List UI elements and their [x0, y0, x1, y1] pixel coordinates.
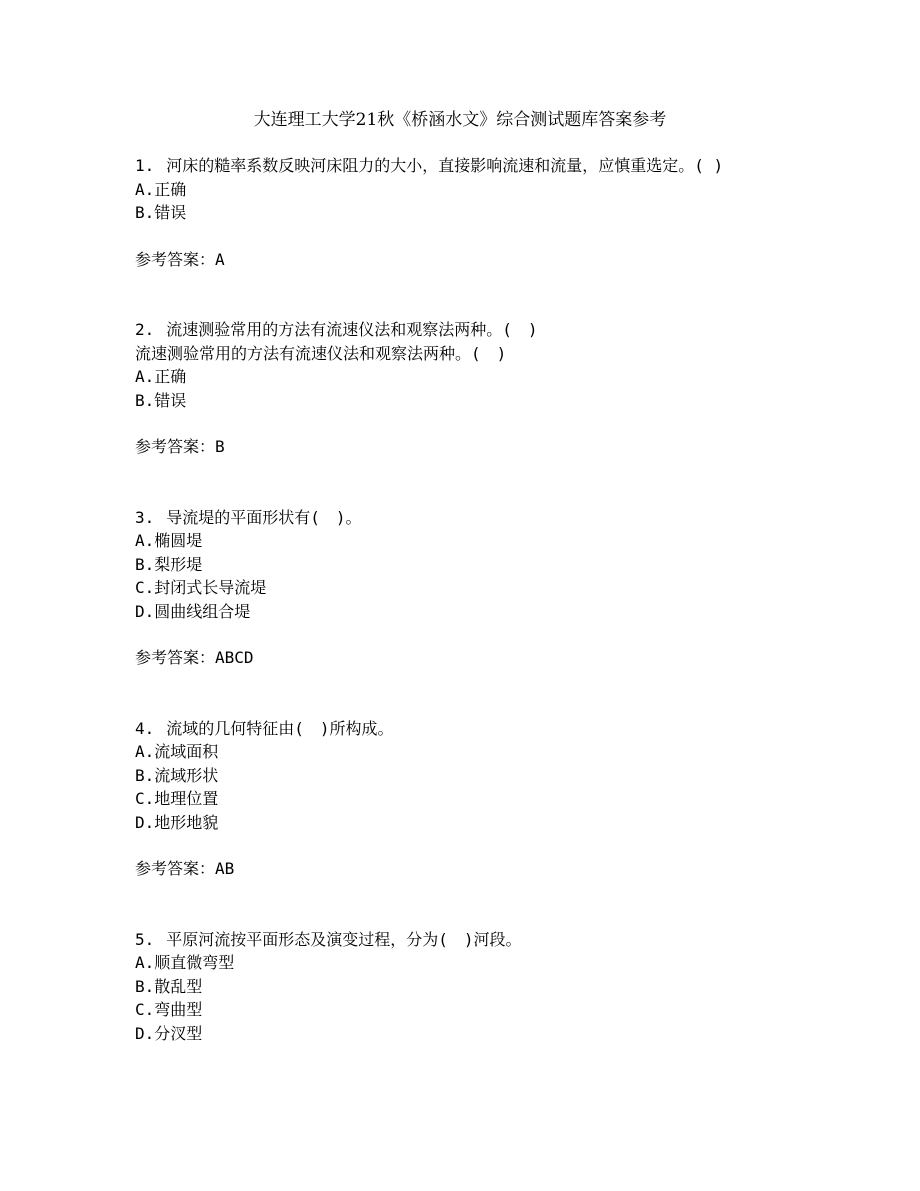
- question-2: [135, 318, 795, 459]
- question-stem: [135, 506, 795, 530]
- option-a: A.流域面积: [135, 742, 219, 761]
- question-text: 流速测验常用的方法有流速仪法和观察法两种。( ): [166, 320, 538, 339]
- question-text: 平原河流按平面形态及演变过程，分为( )河段。: [166, 929, 522, 949]
- option-a: A.椭圆堤: [135, 531, 203, 550]
- question-text: 导流堤的平面形状有( )。: [166, 507, 362, 527]
- option-b: B.散乱型: [135, 976, 203, 996]
- question-number: 1.: [135, 156, 155, 175]
- answer-value: ABCD: [215, 648, 254, 667]
- answer-label: 参考答案：: [135, 437, 216, 456]
- option-d: D.地形地貌: [135, 812, 219, 832]
- question-text-repeat: 流速测验常用的方法有流速仪法和观察法两种。( ): [135, 343, 507, 363]
- question-number: 4.: [135, 718, 155, 738]
- answer-value: AB: [215, 859, 235, 878]
- answer-value: A: [215, 249, 225, 269]
- option-a: A.顺直微弯型: [135, 953, 235, 972]
- answer-line: [135, 435, 795, 459]
- answer-line: [135, 857, 795, 881]
- question-text: 流域的几何特征由( )所构成。: [166, 718, 394, 738]
- answer-label: 参考答案：: [135, 249, 216, 269]
- option-b: B.梨形堤: [135, 554, 203, 574]
- page-title: 大连理工大学21秋《桥涵水文》综合测试题库答案参考: [253, 110, 667, 130]
- option-d: D.分汊型: [135, 1023, 203, 1043]
- option-c: C.地理位置: [135, 789, 219, 808]
- option-a: A.正确: [135, 179, 187, 199]
- question-number: 2.: [135, 320, 155, 339]
- answer-line: [135, 646, 795, 670]
- option-a: A.正确: [135, 367, 187, 386]
- option-b: B.错误: [135, 390, 187, 410]
- question-list: [135, 154, 795, 1092]
- question-stem: [135, 717, 795, 741]
- option-c: C.弯曲型: [135, 1000, 203, 1019]
- option-b: B.错误: [135, 203, 187, 222]
- option-b: B.流域形状: [135, 765, 219, 785]
- question-4: [135, 717, 795, 881]
- option-d: D.圆曲线组合堤: [135, 601, 251, 621]
- answer-label: 参考答案：: [135, 648, 216, 667]
- answer-value: B: [215, 437, 225, 456]
- question-number: 3.: [135, 507, 155, 527]
- question-stem: [135, 154, 795, 178]
- question-1: [135, 154, 795, 271]
- question-text: 河床的糙率系数反映河床阻力的大小，直接影响流速和流量，应慎重选定。( ): [166, 156, 724, 175]
- question-3: [135, 506, 795, 670]
- option-c: C.封闭式长导流堤: [135, 578, 267, 597]
- question-number: 5.: [135, 929, 155, 949]
- answer-line: [135, 248, 795, 272]
- question-stem: [135, 318, 795, 342]
- question-stem: [135, 928, 795, 952]
- answer-label: 参考答案：: [135, 859, 216, 878]
- question-5: [135, 928, 795, 1046]
